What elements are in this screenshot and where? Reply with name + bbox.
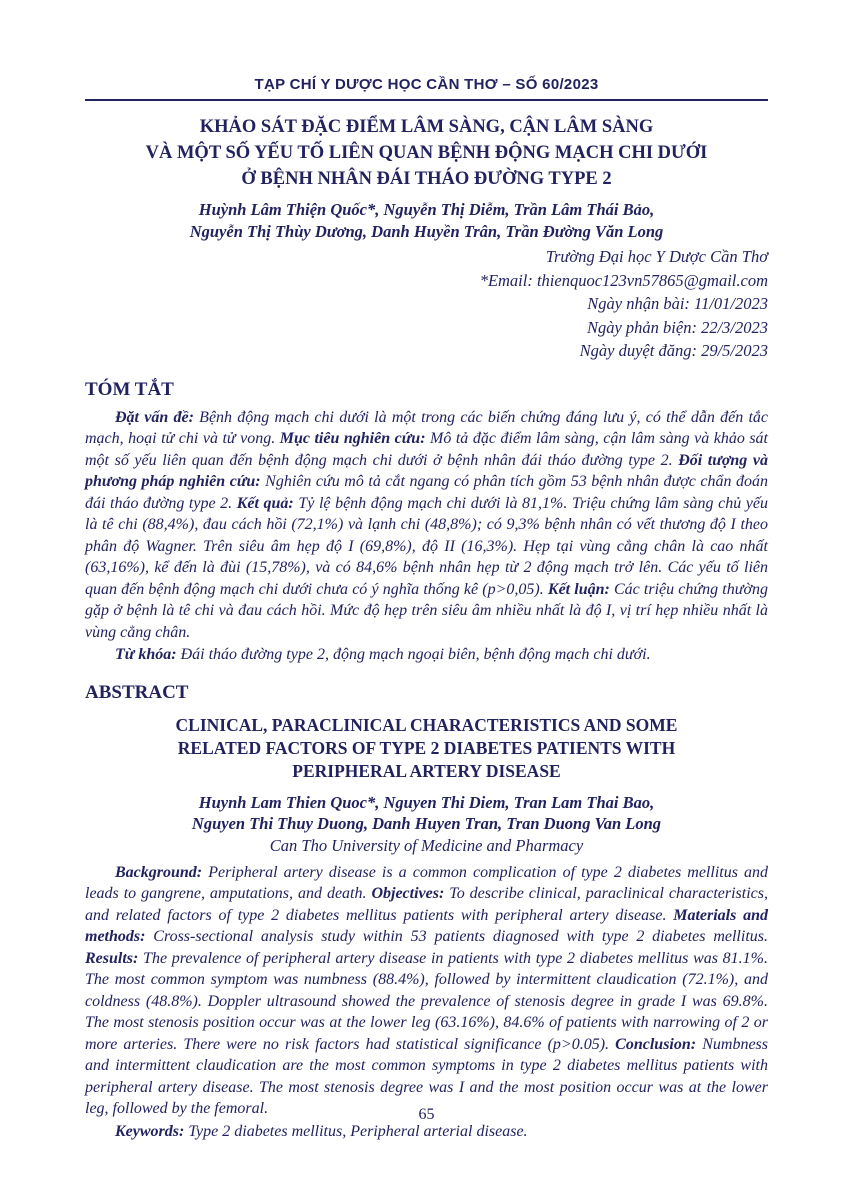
title-en-line-3: PERIPHERAL ARTERY DISEASE [292, 760, 561, 781]
date-accepted: Ngày duyệt đăng: 29/5/2023 [579, 341, 768, 360]
article-meta [85, 245, 768, 363]
tomtat-keywords: Từ khóa: Đái tháo đường type 2, động mạch ngoại biên, bệnh động mạch chi dưới. [115, 646, 651, 663]
authors-en-line-1: Huynh Lam Thien Quoc*, Nguyen Thi Diem, Tran Lam Thai Bao, [198, 792, 655, 812]
abstract-keywords: Keywords: Type 2 diabetes mellitus, Peripheral arterial disease. [115, 1122, 528, 1140]
affiliation-en: Can Tho University of Medicine and Pharmacy [269, 835, 584, 855]
article-title-en [85, 714, 768, 783]
affiliation-vi: Trường Đại học Y Dược Cần Thơ [545, 247, 768, 266]
email-line: *Email: thienquoc123vn57865@gmail.com [479, 270, 768, 290]
authors-en-line-2: Nguyen Thi Thuy Duong, Danh Huyen Tran, Tran Duong Van Long [191, 813, 662, 833]
page-number: 65 [418, 1106, 435, 1123]
tomtat-heading: TÓM TẮT [85, 378, 174, 400]
authors-vi-line-1: Huỳnh Lâm Thiện Quốc*, Nguyễn Thị Diễm, Trần Lâm Thái Bảo, [198, 200, 655, 219]
authors-vi-line-2: Nguyễn Thị Thùy Dương, Danh Huyền Trân, Trần Đường Văn Long [189, 222, 664, 241]
abstract-paragraph: Background: Peripheral artery disease is a common complication of type 2 diabetes mellitus and leads to gangrene, amputations, and death. Objectives: To describe clinical, paraclinical characteristics, and related factors of type 2 diabetes mellitus patients with peripheral artery disease. Materials and methods: Cross-sectional analysis study within 53 patients diagnosed with type 2 diabetes mellitus. Results: The prevalence of peripheral artery disease in patients with type 2 diabetes mellitus was 81.1%. The most common symptom was numbness (88.4%), followed by intermittent claudication (72.1%), and coldness (48.8%). Doppler ultrasound showed the prevalence of stenosis degree in grade I was 69.8%. The most stenosis position occur was at the lower leg (63.16%), 84.6% of patients with narrowing of 2 or more arteries. There were no risk factors had statistical significance (p>0.05). Conclusion: Numbness and intermittent claudication are the most common symptoms in type 2 diabetes mellitus patients with peripheral artery disease. The most stenosis degree was I and the most position occur was at the lower leg, followed by the femoral. [85, 863, 769, 1117]
title-en-line-2: RELATED FACTORS OF TYPE 2 DIABETES PATIENTS WITH [177, 737, 676, 758]
authors-vi [85, 199, 768, 243]
article-title-vi [85, 114, 768, 192]
journal-header: TẠP CHÍ Y DƯỢC HỌC CẦN THƠ – SỐ 60/2023 [254, 76, 599, 93]
date-reviewed: Ngày phản biện: 22/3/2023 [586, 317, 768, 337]
tomtat-paragraph: Đặt vấn đề: Bệnh động mạch chi dưới là một trong các biến chứng đáng lưu ý, có thể dẫn đến tắc mạch, hoại tử chi và tử vong. Mục tiêu nghiên cứu: Mô tả đặc điểm lâm sàng, cận lâm sàng và khảo sát một số yếu liên quan đến bệnh động mạch chi dưới ở bệnh nhân đái tháo đường type 2. Đối tượng và phương pháp nghiên cứu: Nghiên cứu mô tả cắt ngang có phân tích gồm 53 bệnh nhân được chẩn đoán đái tháo đường type 2. Kết quả: Tỷ lệ bệnh động mạch chi dưới là 81,1%. Triệu chứng lâm sàng chủ yếu là tê chi (88,4%), đau cách hồi (72,1%) và lạnh chi (48,8%); có 9,3% bệnh nhân có vết thương độ I theo phân độ Wagner. Trên siêu âm hẹp độ I (69,8%), độ II (16,3%). Hẹp tại vùng cẳng chân là cao nhất (63,16%), kể đến là đùi (15,78%), và có 84,6% bệnh nhân hẹp từ 2 động mạch trở lên. Các yếu tố liên quan đến bệnh động mạch chi dưới chưa có ý nghĩa thống kê (p>0,05). Kết luận: Các triệu chứng thường gặp ở bệnh là tê chi và đau cách hồi. Mức độ hẹp trên siêu âm nhiều nhất là độ I, vị trí hẹp nhiều nhất là vùng cẳng chân. [85, 408, 769, 641]
authors-en [85, 792, 768, 834]
header-divider [85, 99, 768, 101]
date-received: Ngày nhận bài: 11/01/2023 [587, 294, 768, 313]
title-vi-line-1: KHẢO SÁT ĐẶC ĐIỂM LÂM SÀNG, CẬN LÂM SÀNG [199, 117, 654, 137]
title-en-line-1: CLINICAL, PARACLINICAL CHARACTERISTICS AND SOME [175, 714, 678, 735]
title-vi-line-3: Ở BỆNH NHÂN ĐÁI THÁO ĐƯỜNG TYPE 2 [241, 169, 612, 189]
abstract-heading: ABSTRACT [85, 681, 189, 703]
title-vi-line-2: VÀ MỘT SỐ YẾU TỐ LIÊN QUAN BỆNH ĐỘNG MẠCH CHI DƯỚI [145, 143, 708, 163]
